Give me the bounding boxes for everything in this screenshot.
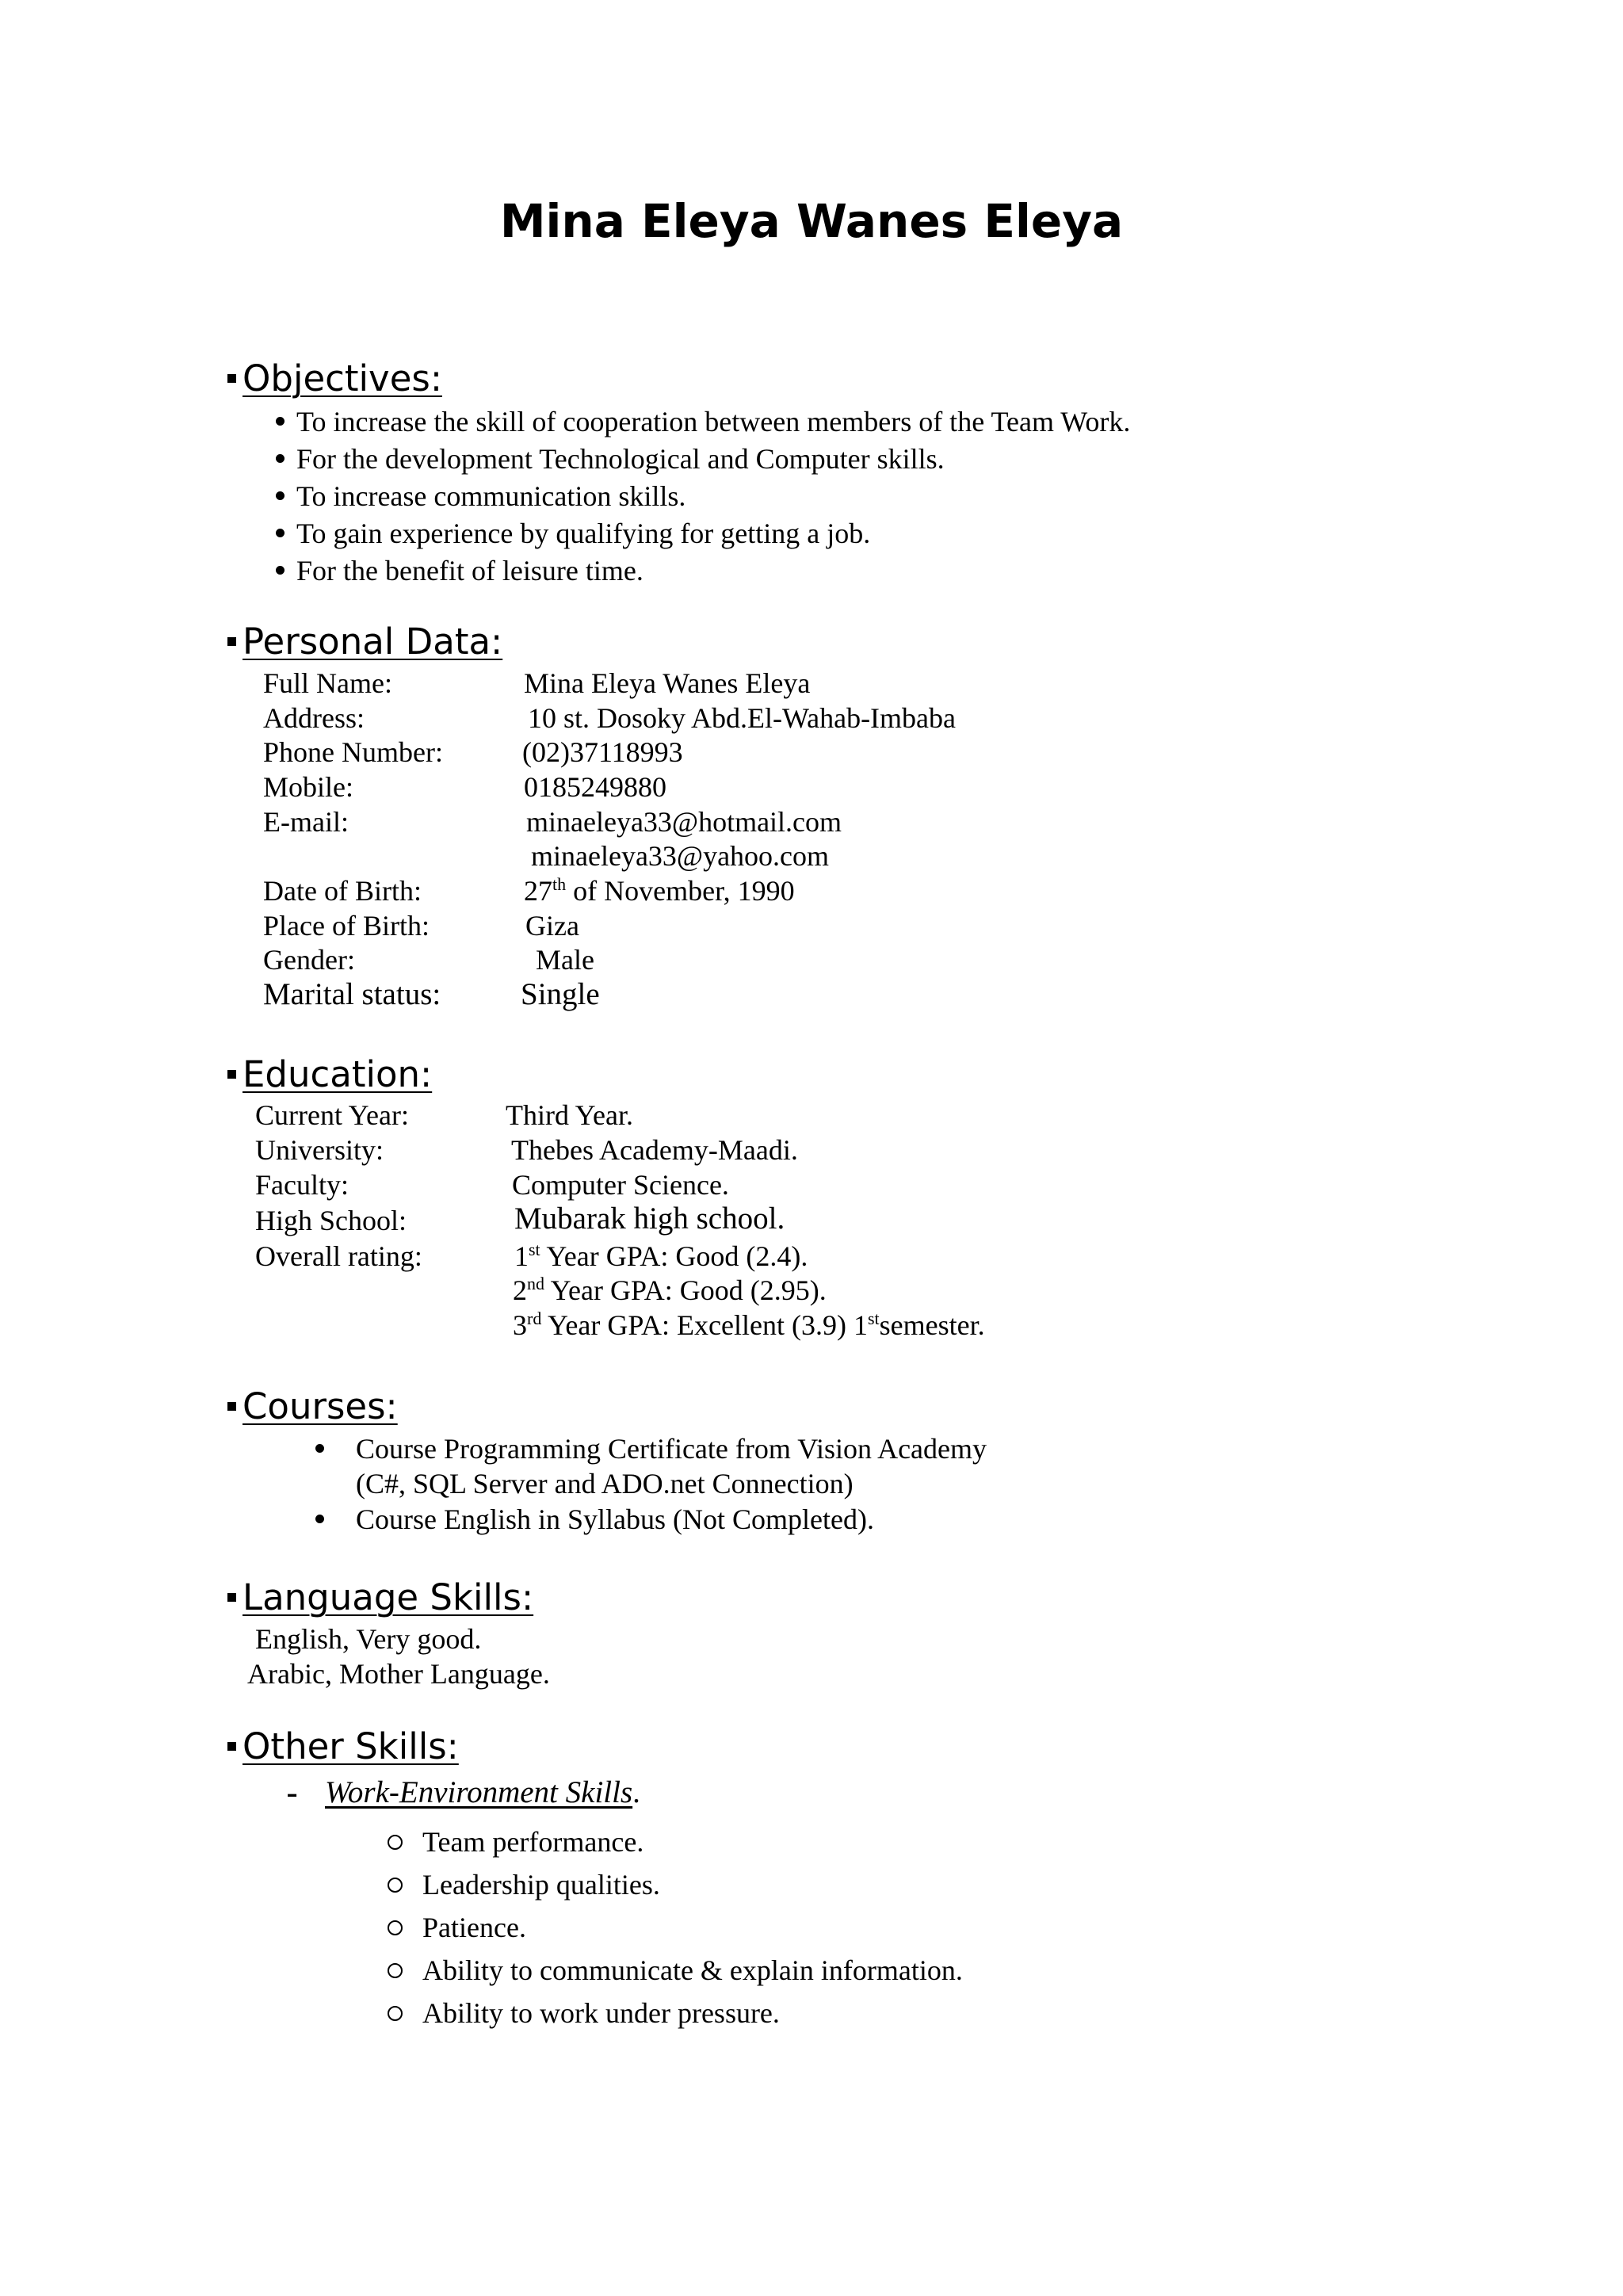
courses-heading: Courses: [227, 1386, 398, 1427]
field-value: minaeleya33@hotmail.com [526, 806, 842, 838]
personal-data-heading: Personal Data: [227, 621, 502, 663]
course-item: Course Programming Certificate from Vision Academy [356, 1433, 987, 1465]
field-label: Gender: [263, 944, 355, 976]
objective-item: To gain experience by qualifying for getting a job. [296, 518, 871, 549]
dash-bullet-icon: - [286, 1774, 299, 1813]
field-label: Overall rating: [255, 1240, 422, 1272]
field-label: Full Name: [263, 667, 392, 699]
circle-bullet-icon [388, 2006, 403, 2021]
field-label: Address: [263, 702, 365, 734]
field-label: Date of Birth: [263, 875, 422, 907]
field-label: E-mail: [263, 806, 349, 838]
field-value: Male [536, 944, 594, 976]
field-label: Current Year: [255, 1099, 409, 1131]
skill-item: Ability to work under pressure. [422, 1997, 780, 2029]
skill-item: Team performance. [422, 1826, 644, 1858]
skill-item: Ability to communicate & explain information. [422, 1954, 963, 1986]
field-label: Mobile: [263, 771, 353, 803]
language-skills-heading: Language Skills: [227, 1577, 533, 1618]
field-value: Mina Eleya Wanes Eleya [524, 667, 811, 699]
objective-item: For the development Technological and Computer skills. [296, 443, 945, 475]
field-value: 3rd Year GPA: Excellent (3.9) 1stsemester. [513, 1308, 985, 1341]
square-bullet-icon [227, 637, 236, 646]
field-value: Mubarak high school. [514, 1201, 785, 1236]
field-value: 27th of November, 1990 [524, 874, 795, 907]
field-value: Single [521, 977, 600, 1011]
bullet-icon [276, 529, 285, 537]
language-item: Arabic, Mother Language. [247, 1658, 550, 1690]
field-label: Phone Number: [263, 736, 443, 768]
field-value: (02)37118993 [522, 736, 683, 768]
language-item: English, Very good. [255, 1623, 482, 1655]
square-bullet-icon [227, 1593, 236, 1602]
field-value: 10 st. Dosoky Abd.El-Wahab-Imbaba [528, 702, 956, 734]
circle-bullet-icon [388, 1963, 403, 1978]
bullet-icon [276, 417, 285, 426]
field-value: Third Year. [506, 1099, 633, 1131]
field-label: University: [255, 1134, 384, 1166]
skill-item: Leadership qualities. [422, 1869, 660, 1901]
objective-item: To increase the skill of cooperation between members of the Team Work. [296, 406, 1131, 437]
objectives-heading: Objectives: [227, 358, 442, 399]
objective-item: For the benefit of leisure time. [296, 555, 643, 586]
square-bullet-icon [227, 374, 236, 383]
circle-bullet-icon [388, 1835, 403, 1850]
bullet-icon [315, 1444, 324, 1453]
bullet-icon [276, 566, 285, 575]
square-bullet-icon [227, 1402, 236, 1411]
bullet-icon [276, 454, 285, 463]
field-value: Giza [525, 910, 579, 942]
skill-item: Patience. [422, 1912, 526, 1943]
field-value: 1st Year GPA: Good (2.4). [514, 1240, 808, 1272]
square-bullet-icon [227, 1070, 236, 1079]
bullet-icon [315, 1515, 324, 1523]
circle-bullet-icon [388, 1920, 403, 1935]
field-value: 0185249880 [524, 771, 666, 803]
field-value: Computer Science. [512, 1169, 729, 1201]
course-item: Course English in Syllabus (Not Completed). [356, 1503, 874, 1535]
other-skills-heading: Other Skills: [227, 1726, 459, 1767]
circle-bullet-icon [388, 1878, 403, 1893]
field-label: High School: [255, 1205, 407, 1236]
field-label: Marital status: [263, 977, 441, 1011]
field-value: minaeleya33@yahoo.com [531, 840, 830, 872]
field-value: 2nd Year GPA: Good (2.95). [513, 1274, 827, 1306]
course-item-detail: (C#, SQL Server and ADO.net Connection) [356, 1468, 854, 1499]
bullet-icon [276, 491, 285, 500]
objective-item: To increase communication skills. [296, 480, 686, 512]
field-value: Thebes Academy-Maadi. [511, 1134, 798, 1166]
field-label: Place of Birth: [263, 910, 430, 942]
square-bullet-icon [227, 1742, 236, 1751]
resume-title: Mina Eleya Wanes Eleya [499, 194, 1124, 248]
education-heading: Education: [227, 1054, 432, 1095]
sub-heading: Work-Environment Skills. [325, 1775, 640, 1809]
field-label: Faculty: [255, 1169, 349, 1201]
